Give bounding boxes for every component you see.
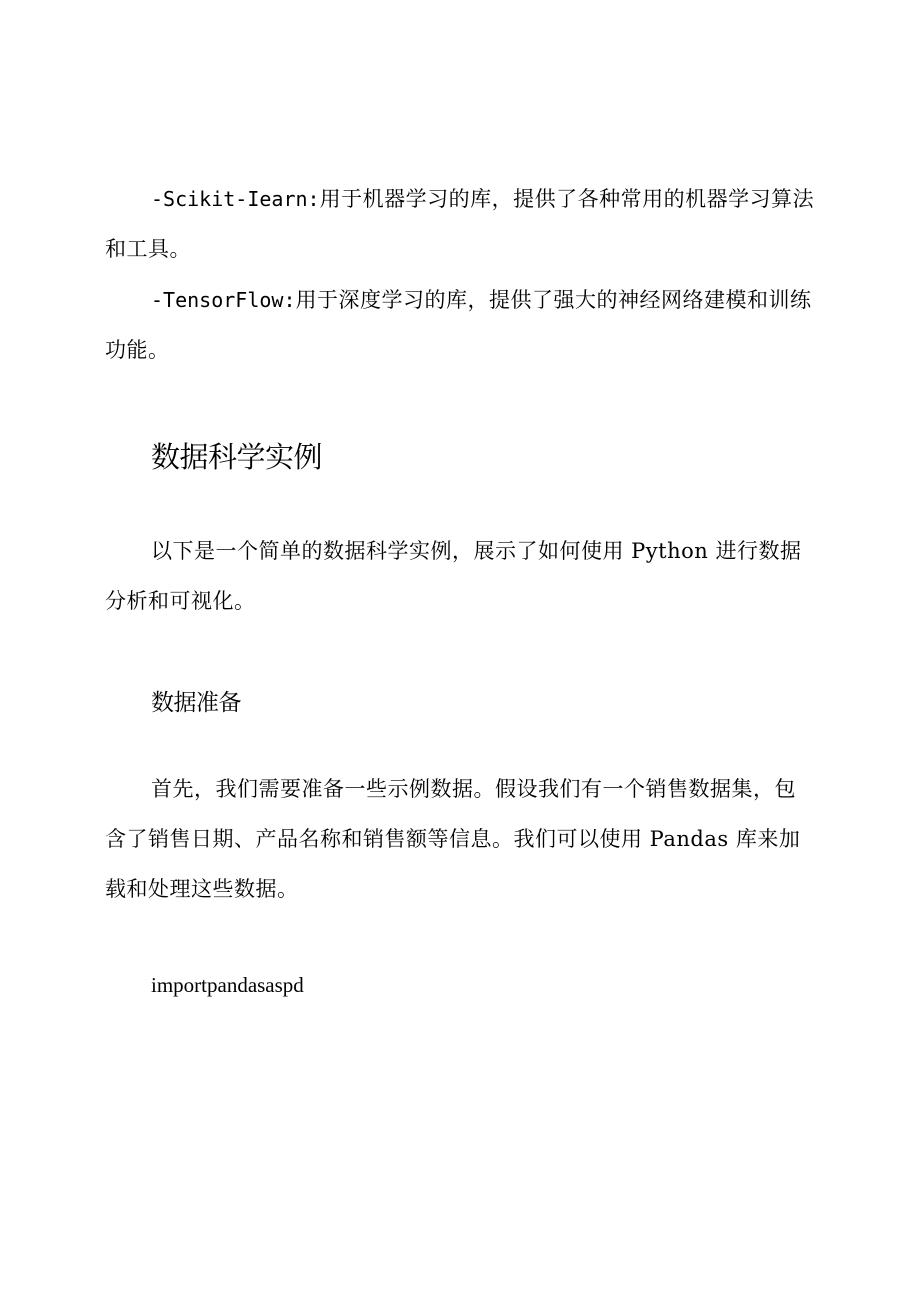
- bullet-tensorflow: [105, 275, 815, 375]
- section-intro: 以下是一个简单的数据科学实例，展示了如何使用 Python 进行数据分析和可视化。: [105, 539, 802, 613]
- bullet-scikit-learn: [105, 174, 815, 274]
- bullet-tensorflow-text: 用于深度学习的库，提供了强大的神经网络建模和训练功能。: [105, 288, 812, 362]
- bullet-scikit-learn-name: -Scikit-Iearn:: [151, 187, 320, 211]
- section-title: 数据科学实例: [151, 440, 323, 474]
- subsection-body: 首先，我们需要准备一些示例数据。假设我们有一个销售数据集，包含了销售日期、产品名称和销售额等信息。我们可以使用 Pandas 库来加载和处理这些数据。: [105, 777, 801, 901]
- code-line: importpandasaspd: [151, 973, 304, 997]
- bullet-tensorflow-name: -TensorFlow:: [151, 288, 296, 312]
- bullet-scikit-learn-text: 用于机器学习的库，提供了各种常用的机器学习算法和工具。: [105, 187, 815, 261]
- subsection-title: 数据准备: [151, 690, 241, 716]
